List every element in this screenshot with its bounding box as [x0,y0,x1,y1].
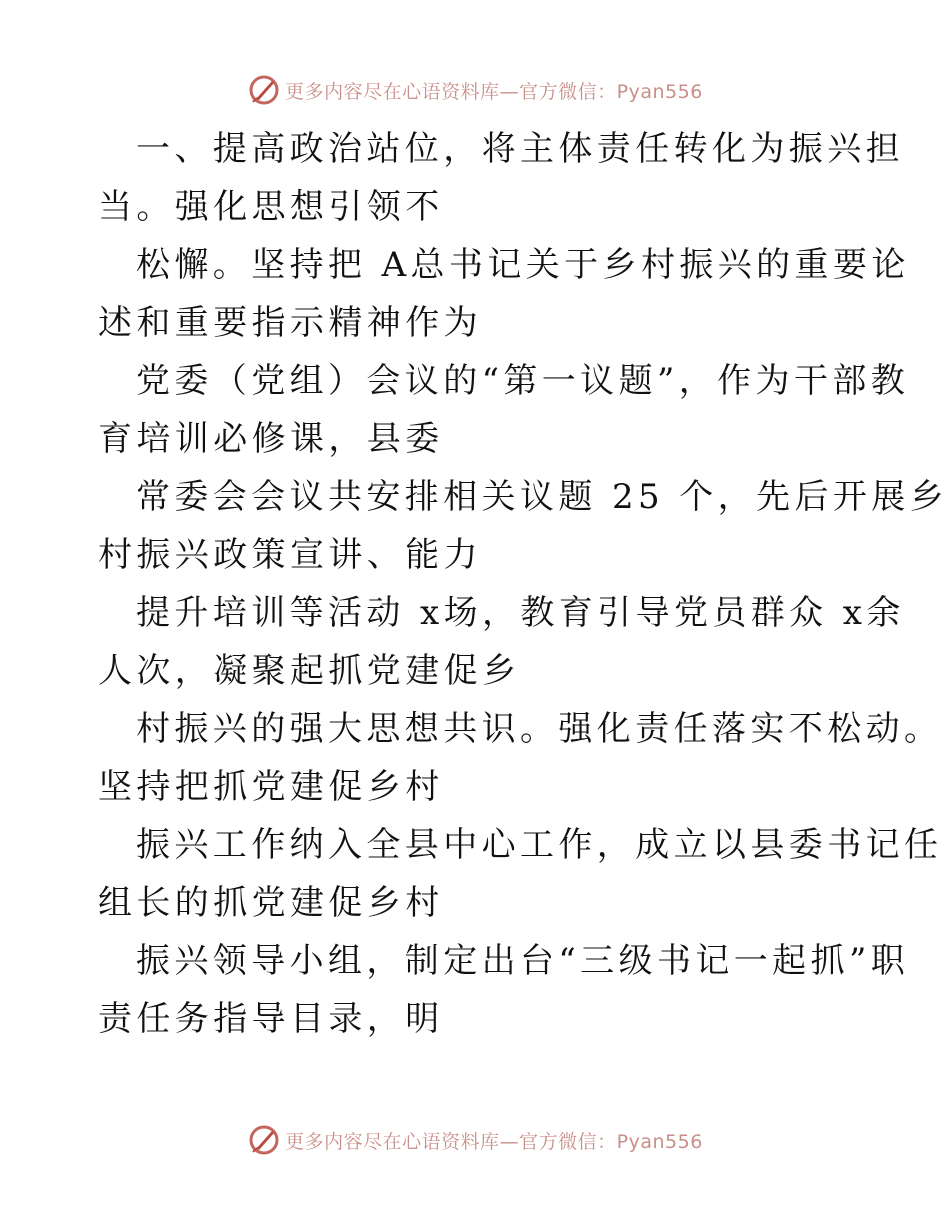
watermark-header [0,70,950,110]
paragraph-line: 常委会会议共安排相关议题 25 个，先后开展乡 [136,477,949,517]
watermark-text: 更多内容尽在心语资料库—官方微信：Pyan556 [285,1130,703,1153]
paragraph-line: 振兴领导小组，制定出台“三级书记一起抓”职 [136,941,910,981]
paragraph-line: 党委（党组）会议的“第一议题”，作为干部教 [136,361,910,401]
paragraph-line: 育培训必修课，县委 [98,419,444,459]
paragraph-line: 述和重要指示精神作为 [98,303,482,343]
paragraph-line: 村振兴政策宣讲、能力 [98,535,482,575]
paragraph-line: 坚持把抓党建促乡村 [98,767,444,807]
quill-logo-icon [247,73,281,107]
paragraph-line: 当。强化思想引领不 [98,187,444,227]
quill-logo-icon [247,1123,281,1157]
paragraph-line: 村振兴的强大思想共识。强化责任落实不松动。 [136,709,943,749]
paragraph-line: 人次，凝聚起抓党建促乡 [98,651,521,691]
paragraph-line: 提升培训等活动 x场，教育引导党员群众 x余 [136,593,905,633]
watermark-text: 更多内容尽在心语资料库—官方微信：Pyan556 [285,80,703,103]
watermark-footer [0,1120,950,1160]
paragraph-line: 责任务指导目录，明 [98,999,444,1039]
paragraph-line: 一、提高政治站位，将主体责任转化为振兴担 [136,129,904,169]
paragraph-line: 组长的抓党建促乡村 [98,883,444,923]
document-body [98,120,949,1048]
paragraph-line: 松懈。坚持把 A总书记关于乡村振兴的重要论 [136,245,910,285]
paragraph-line: 振兴工作纳入全县中心工作，成立以县委书记任 [136,825,943,865]
